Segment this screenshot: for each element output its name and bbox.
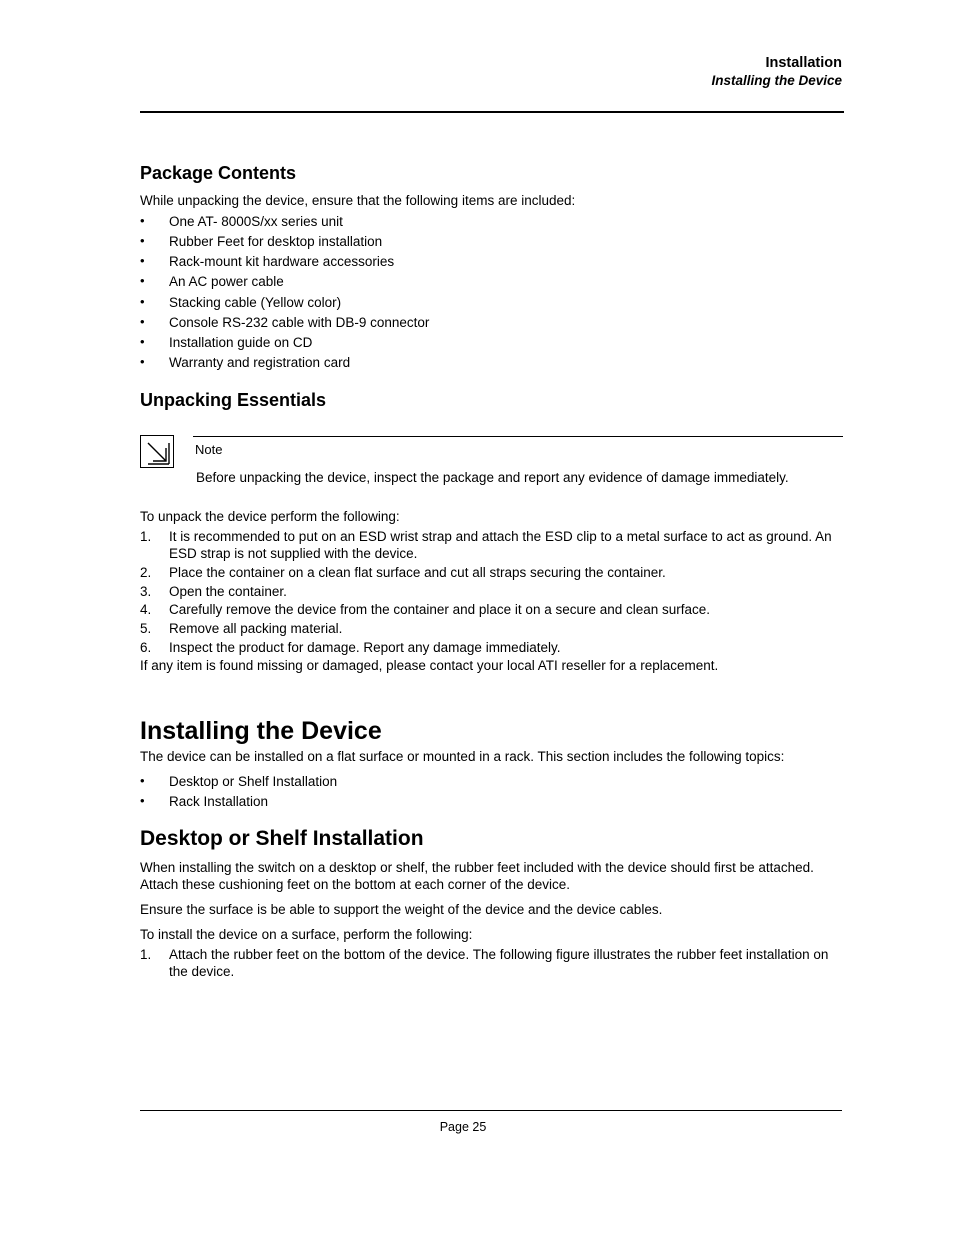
bullet-icon: •	[140, 233, 145, 248]
installing-intro: The device can be installed on a flat surface or mounted in a rack. This section includes the following topics:	[140, 749, 785, 764]
step-number: 1.	[140, 947, 152, 962]
unpack-intro: To unpack the device perform the following:	[140, 509, 400, 524]
heading-unpacking-essentials: Unpacking Essentials	[140, 390, 327, 410]
step-text: Inspect the product for damage. Report any damage immediately.	[169, 640, 561, 655]
step-text: Attach the rubber feet on the bottom of the device. The following figure illustrates the rubber feet installation on the device.	[169, 947, 829, 979]
step-number: 2.	[140, 565, 152, 580]
list-item: One AT- 8000S/xx series unit	[169, 214, 343, 229]
header-divider	[140, 111, 844, 113]
desktop-paragraph-line: Attach these cushioning feet on the bottom at each corner of the device.	[140, 877, 571, 892]
step-number: 4.	[140, 602, 152, 617]
heading-desktop-or-shelf-installation: Desktop or Shelf Installation	[140, 827, 424, 850]
bullet-icon: •	[140, 354, 145, 369]
step-number: 1.	[140, 529, 152, 544]
step-text: Open the container.	[169, 584, 287, 599]
step-number: 6.	[140, 640, 152, 655]
bullet-icon: •	[140, 773, 145, 788]
list-item: Warranty and registration card	[169, 355, 351, 370]
bullet-icon: •	[140, 334, 145, 349]
note-label: Note	[195, 442, 223, 457]
bullet-icon: •	[140, 273, 145, 288]
note-icon	[140, 435, 174, 468]
step-text: Remove all packing material.	[169, 621, 343, 636]
package-contents-intro: While unpacking the device, ensure that the following items are included:	[140, 193, 576, 208]
unpack-outro: If any item is found missing or damaged, please contact your local ATI reseller for a replacement.	[140, 658, 719, 673]
list-item: Console RS-232 cable with DB-9 connector	[169, 315, 430, 330]
bullet-icon: •	[140, 314, 145, 329]
desktop-paragraph-line: When installing the switch on a desktop or shelf, the rubber feet included with the device should first be attached.	[140, 860, 814, 875]
list-item: Rack Installation	[169, 794, 269, 809]
note-text: Before unpacking the device, inspect the package and report any evidence of damage immediately.	[196, 470, 789, 485]
page-number: Page 25	[439, 1120, 487, 1134]
footer-divider	[140, 1110, 842, 1111]
heading-package-contents: Package Contents	[140, 163, 297, 183]
step-text: Carefully remove the device from the container and place it on a secure and clean surface.	[169, 602, 711, 617]
list-item: Rubber Feet for desktop installation	[169, 234, 383, 249]
step-number: 3.	[140, 584, 152, 599]
step-number: 5.	[140, 621, 152, 636]
running-header-section: Installing the Device	[711, 73, 842, 88]
step-text: Place the container on a clean flat surface and cut all straps securing the container.	[169, 565, 666, 580]
bullet-icon: •	[140, 213, 145, 228]
desktop-paragraph-surface: Ensure the surface is be able to support the weight of the device and the device cables.	[140, 902, 663, 917]
bullet-icon: •	[140, 793, 145, 808]
list-item: Stacking cable (Yellow color)	[169, 295, 342, 310]
desktop-steps-intro: To install the device on a surface, perform the following:	[140, 927, 473, 942]
note-divider	[193, 436, 843, 437]
bullet-icon: •	[140, 294, 145, 309]
heading-installing-the-device: Installing the Device	[140, 717, 382, 745]
running-header-chapter: Installation	[765, 55, 842, 71]
list-item: Desktop or Shelf Installation	[169, 774, 338, 789]
bullet-icon: •	[140, 253, 145, 268]
list-item: An AC power cable	[169, 274, 284, 289]
step-text: It is recommended to put on an ESD wrist strap and attach the ESD clip to a metal surface to act as ground. An ESD strap is not supplied with the device.	[169, 529, 832, 561]
list-item: Rack-mount kit hardware accessories	[169, 254, 395, 269]
list-item: Installation guide on CD	[169, 335, 313, 350]
